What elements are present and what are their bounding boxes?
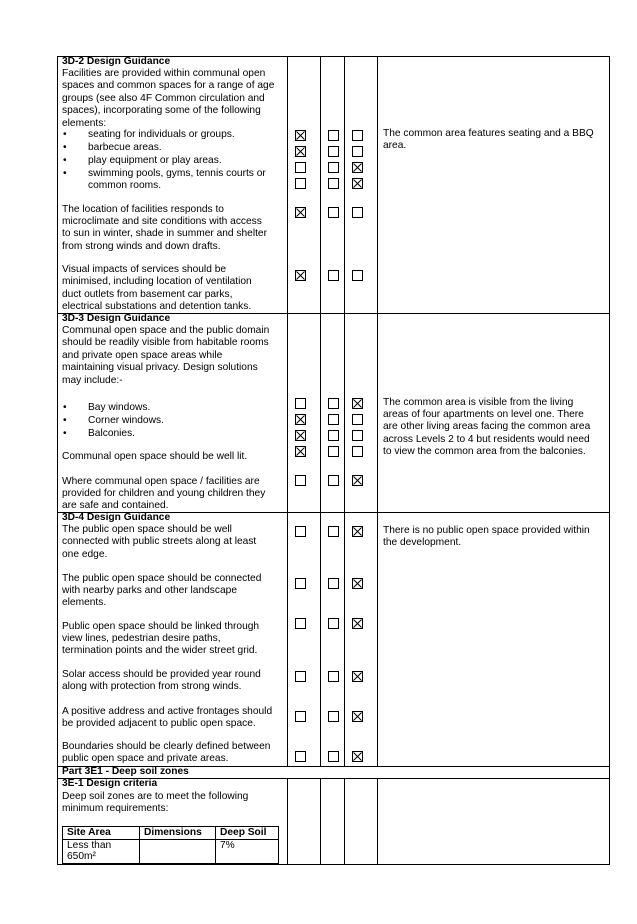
checkbox-yes[interactable] <box>295 270 306 281</box>
bullet-icon: • <box>63 167 67 179</box>
guidance-text-line: Visual impacts of services should be <box>62 264 227 275</box>
grid-line-vertical <box>344 778 345 865</box>
checkbox-no[interactable] <box>328 751 339 762</box>
section-intro-line: elements: <box>62 117 107 129</box>
checkbox-yes[interactable] <box>295 711 306 722</box>
checkbox-no[interactable] <box>328 130 339 141</box>
guidance-text-line: The location of facilities responds to <box>62 203 224 215</box>
grid-line-vertical <box>609 56 610 865</box>
checkbox-yes[interactable] <box>295 671 306 682</box>
guidance-text-line: to sun in winter, shade in summer and shelter <box>62 228 267 240</box>
bullet-item-text: Corner windows. <box>88 414 164 426</box>
cross-mark-icon <box>296 415 305 424</box>
comment-text-line: The common area is visible from the living <box>383 396 574 408</box>
grid-line-vertical <box>320 56 321 767</box>
part-heading: Part 3E1 - Deep soil zones <box>62 766 189 777</box>
guidance-text-line: Solar access should be provided year round <box>62 669 261 680</box>
table-cell <box>63 839 140 863</box>
comment-text-line: the development. <box>383 536 462 548</box>
checkbox-no[interactable] <box>328 270 339 281</box>
checkbox-na[interactable] <box>352 475 363 486</box>
comment-text-line: to view the common area from the balconies. <box>383 446 586 458</box>
checkbox-no[interactable] <box>328 475 339 486</box>
table-header-cell: Deep Soil <box>216 827 279 840</box>
table-row <box>63 839 279 863</box>
bullet-item-text: barbecue areas. <box>88 141 162 153</box>
section-intro-line: spaces), incorporating some of the following <box>62 105 261 117</box>
grid-line-vertical <box>377 56 378 767</box>
checkbox-no[interactable] <box>328 414 339 425</box>
checkbox-no[interactable] <box>328 207 339 218</box>
section-intro-line: and private open space areas while <box>62 349 223 361</box>
section-intro-line: should be readily visible from habitable rooms <box>62 337 269 349</box>
table-cell: 7% <box>216 839 279 863</box>
checkbox-yes[interactable] <box>295 475 306 486</box>
section-heading: 3D-3 Design Guidance <box>62 313 171 324</box>
checkbox-no[interactable] <box>328 618 339 629</box>
guidance-text-line: along with protection from strong winds. <box>62 681 242 693</box>
checkbox-yes[interactable] <box>295 162 306 173</box>
bullet-icon: • <box>63 141 67 153</box>
guidance-text-line: Boundaries should be clearly defined between <box>62 741 271 752</box>
guidance-text-line: are safe and contained. <box>62 500 169 512</box>
guidance-text-line: duct outlets from basement car parks, <box>62 288 233 300</box>
bullet-icon: • <box>63 128 67 140</box>
checkbox-na[interactable] <box>352 711 363 722</box>
cross-mark-icon <box>353 579 362 588</box>
grid-line-vertical <box>377 778 378 865</box>
checkbox-na[interactable] <box>352 398 363 409</box>
cross-mark-icon <box>353 619 362 628</box>
cross-mark-icon <box>296 147 305 156</box>
guidance-text-line: microclimate and site conditions with access <box>62 215 262 227</box>
checkbox-no[interactable] <box>328 711 339 722</box>
checkbox-na[interactable] <box>352 162 363 173</box>
bullet-item-text: common rooms. <box>88 179 162 191</box>
section-intro-line: may include:- <box>62 374 123 386</box>
guidance-text-line: Public open space should be linked through <box>62 620 260 632</box>
table-header-cell: Site Area <box>63 827 140 840</box>
guidance-text-line: minimised, including location of ventilation <box>62 276 252 288</box>
guidance-text-line: view lines, pedestrian desire paths, <box>62 632 221 644</box>
guidance-text-line: A positive address and active frontages should <box>62 705 273 717</box>
section-intro-line: minimum requirements: <box>62 802 169 814</box>
cross-mark-icon <box>353 712 362 721</box>
cross-mark-icon <box>353 179 362 188</box>
checkbox-yes[interactable] <box>295 578 306 589</box>
comment-text-line: There is no public open space provided within <box>383 524 590 536</box>
bullet-item-text: Bay windows. <box>88 401 151 413</box>
section-intro-line: Deep soil zones are to meet the following <box>62 790 249 802</box>
cross-mark-icon <box>296 131 305 140</box>
cross-mark-icon <box>353 672 362 681</box>
bullet-icon: • <box>63 401 67 413</box>
section-intro-line: Communal open space and the public domain <box>62 325 270 336</box>
bullet-icon: • <box>63 414 67 426</box>
cross-mark-icon <box>296 208 305 217</box>
checkbox-na[interactable] <box>352 130 363 141</box>
cross-mark-icon <box>296 431 305 440</box>
bullet-item-text: swimming pools, gyms, tennis courts or <box>88 167 266 179</box>
checkbox-na[interactable] <box>352 146 363 157</box>
table-cell <box>140 839 216 863</box>
comment-text-line: across Levels 2 to 4 but residents would need <box>383 433 590 445</box>
checkbox-yes[interactable] <box>295 146 306 157</box>
grid-line-vertical <box>57 56 58 865</box>
site-area-line: 650m² <box>67 851 96 863</box>
checkbox-yes[interactable] <box>295 526 306 537</box>
checkbox-na[interactable] <box>352 446 363 457</box>
guidance-text-line: from strong winds and down drafts. <box>62 240 221 252</box>
cross-mark-icon <box>296 271 305 280</box>
cross-mark-icon <box>353 527 362 536</box>
checkbox-na[interactable] <box>352 578 363 589</box>
comment-text-line: are other living areas facing the common area <box>383 421 591 433</box>
checkbox-no[interactable] <box>328 578 339 589</box>
cross-mark-icon <box>353 476 362 485</box>
guidance-text-line: electrical substations and detention tanks. <box>62 301 252 313</box>
checkbox-na[interactable] <box>352 618 363 629</box>
checkbox-yes[interactable] <box>295 430 306 441</box>
section-heading: 3D-4 Design Guidance <box>62 512 171 523</box>
guidance-text-line: with nearby parks and other landscape <box>62 584 237 596</box>
grid-line-vertical <box>287 778 288 865</box>
bullet-icon: • <box>63 154 67 166</box>
section-heading: 3D-2 Design Guidance <box>62 56 171 67</box>
checkbox-na[interactable] <box>352 207 363 218</box>
guidance-text-line: connected with public streets along at least <box>62 536 257 548</box>
checkbox-yes[interactable] <box>295 414 306 425</box>
checkbox-no[interactable] <box>328 146 339 157</box>
guidance-text-line: public open space and private areas. <box>62 753 229 765</box>
checkbox-no[interactable] <box>328 430 339 441</box>
guidance-text-line: elements. <box>62 597 107 609</box>
guidance-text-line: Communal open space should be well lit. <box>62 451 248 462</box>
table-header-cell: Dimensions <box>140 827 216 840</box>
cross-mark-icon <box>353 399 362 408</box>
checkbox-no[interactable] <box>328 162 339 173</box>
checkbox-na[interactable] <box>352 414 363 425</box>
checkbox-yes[interactable] <box>295 446 306 457</box>
checkbox-yes[interactable] <box>295 751 306 762</box>
guidance-text-line: provided for children and young children they <box>62 487 266 499</box>
bullet-item-text: play equipment or play areas. <box>88 154 222 166</box>
section-intro-line: Facilities are provided within communal open <box>62 68 266 79</box>
comment-text-line: The common area features seating and a BBQ <box>383 127 594 139</box>
checkbox-na[interactable] <box>352 430 363 441</box>
bullet-item-text: Balconies. <box>88 427 136 439</box>
checkbox-yes[interactable] <box>295 207 306 218</box>
section-intro-line: groups (see also 4F Common circulation and <box>62 92 265 104</box>
grid-line-horizontal <box>57 864 609 865</box>
checkbox-na[interactable] <box>352 178 363 189</box>
comment-text-line: area. <box>383 139 407 151</box>
guidance-text-line: The public open space should be connected <box>62 572 262 584</box>
checkbox-yes[interactable] <box>295 398 306 409</box>
guidance-text-line: termination points and the wider street grid. <box>62 645 258 657</box>
checkbox-na[interactable] <box>352 671 363 682</box>
checkbox-yes[interactable] <box>295 618 306 629</box>
checkbox-yes[interactable] <box>295 130 306 141</box>
guidance-text-line: be provided adjacent to public open space. <box>62 717 256 729</box>
grid-line-vertical <box>320 778 321 865</box>
cross-mark-icon <box>353 163 362 172</box>
guidance-text-line: Where communal open space / facilities are <box>62 475 260 487</box>
cross-mark-icon <box>296 447 305 456</box>
section-intro-line: maintaining visual privacy. Design solutions <box>62 362 258 374</box>
site-area-line: Less than <box>67 839 112 851</box>
bullet-item-text: seating for individuals or groups. <box>88 128 235 140</box>
checkbox-na[interactable] <box>352 751 363 762</box>
bullet-icon: • <box>63 427 67 439</box>
checkbox-no[interactable] <box>328 178 339 189</box>
checkbox-no[interactable] <box>328 671 339 682</box>
checkbox-no[interactable] <box>328 526 339 537</box>
grid-line-vertical <box>344 56 345 767</box>
site-area-table <box>62 826 279 864</box>
checkbox-no[interactable] <box>328 446 339 457</box>
comment-text-line: areas of four apartments on level one. There <box>383 408 584 420</box>
section-heading: 3E-1 Design criteria <box>62 778 158 789</box>
section-intro-line: spaces and common spaces for a range of age <box>62 80 275 92</box>
checkbox-yes[interactable] <box>295 178 306 189</box>
grid-line-vertical <box>287 56 288 767</box>
guidance-text-line: one edge. <box>62 548 108 560</box>
checkbox-na[interactable] <box>352 526 363 537</box>
checkbox-na[interactable] <box>352 270 363 281</box>
guidance-text-line: The public open space should be well <box>62 524 232 535</box>
cross-mark-icon <box>353 752 362 761</box>
checkbox-no[interactable] <box>328 398 339 409</box>
